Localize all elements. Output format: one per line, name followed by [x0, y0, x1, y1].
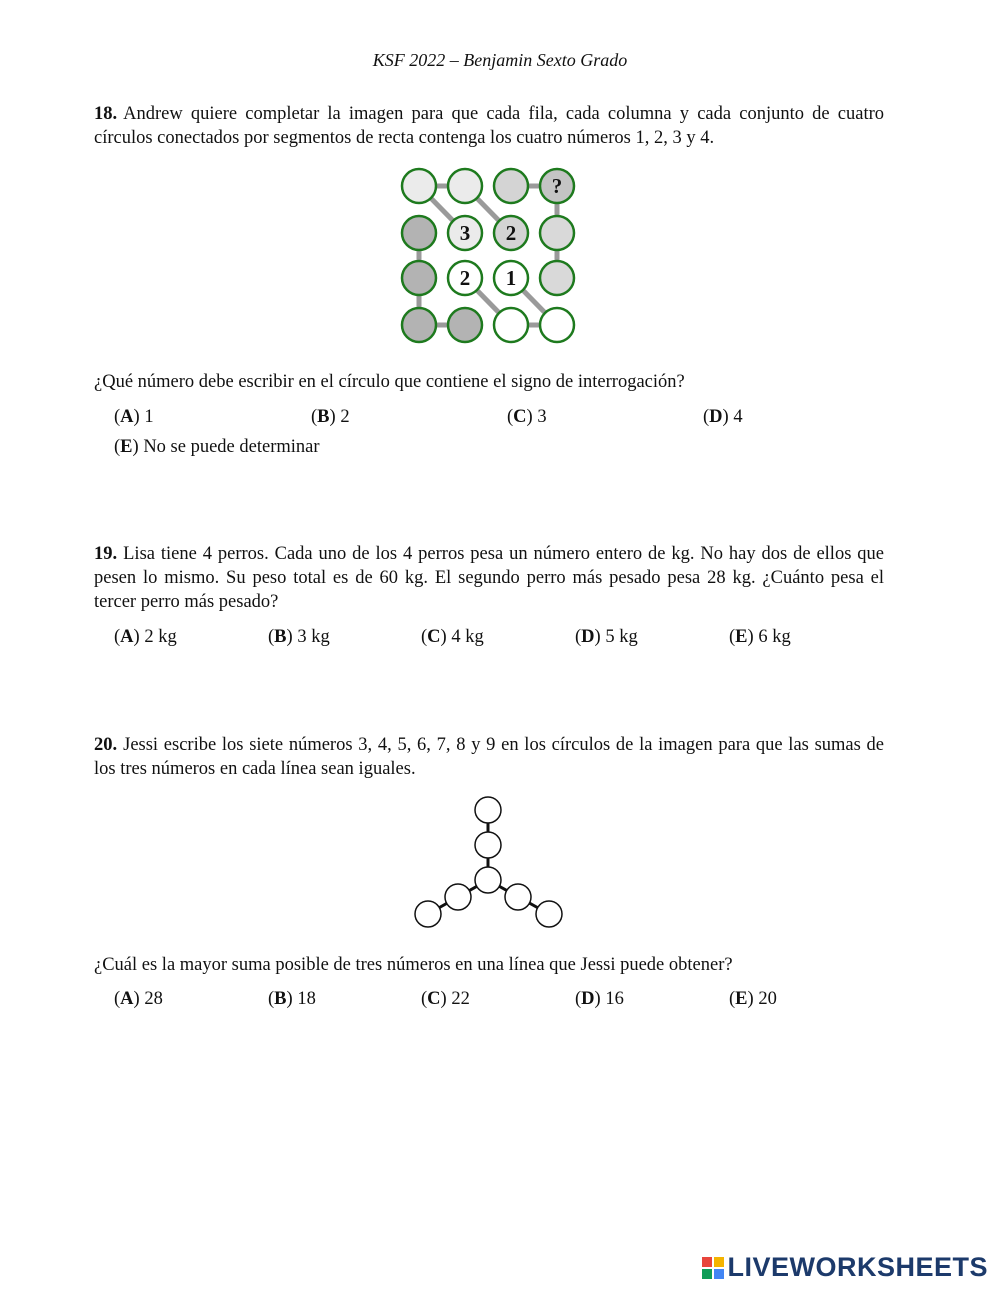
q18-grid-segments — [419, 186, 557, 325]
q20-question: ¿Cuál es la mayor suma posible de tres números en una línea que Jessi puede obtener? — [94, 955, 733, 975]
q20-number: 20. — [94, 735, 118, 755]
grid-question-mark: ? — [551, 174, 563, 198]
star-circle-top-inner[interactable] — [475, 832, 501, 858]
liveworksheets-logo-icon — [702, 1257, 724, 1279]
q18-option-d[interactable]: (D) 4 — [703, 407, 743, 427]
grid-cell-2-1[interactable] — [402, 216, 436, 250]
star-circle-right-inner[interactable] — [505, 884, 531, 910]
q19-option-d[interactable]: (D) 5 kg — [575, 627, 638, 647]
q19-statement — [94, 542, 884, 614]
q18-option-a[interactable]: (A) 1 — [114, 407, 154, 427]
grid-cell-3-1[interactable] — [402, 261, 436, 295]
grid-cell-1-3[interactable] — [494, 169, 528, 203]
q19-option-c[interactable]: (C) 4 kg — [421, 627, 484, 647]
star-circle-center[interactable] — [475, 867, 501, 893]
star-circle-top-outer[interactable] — [475, 797, 501, 823]
grid-cell-3-4[interactable] — [540, 261, 574, 295]
q19-option-b[interactable]: (B) 3 kg — [268, 627, 330, 647]
q20-star-figure — [408, 792, 568, 930]
q18-text: Andrew quiere completar la imagen para que cada fila, cada columna y cada conjunto de cuatro círculos conectados por segmentos de recta contenga los cuatro números 1, 2, 3 y 4. — [94, 104, 884, 148]
q18-number: 18. — [94, 104, 118, 124]
grid-number-3: 3 — [459, 221, 471, 245]
liveworksheets-logo-text: LIVEWORKSHEETS — [727, 1252, 988, 1282]
grid-cell-1-2[interactable] — [448, 169, 482, 203]
q20-statement — [94, 733, 884, 781]
grid-cell-1-1[interactable] — [402, 169, 436, 203]
grid-number-2b: 2 — [459, 266, 471, 290]
q20-option-d[interactable]: (D) 16 — [575, 989, 624, 1009]
q19-option-a[interactable]: (A) 2 kg — [114, 627, 177, 647]
q18-question: ¿Qué número debe escribir en el círculo que contiene el signo de interrogación? — [94, 372, 685, 392]
q18-option-e[interactable]: (E) No se puede determinar — [114, 437, 320, 457]
q18-grid-figure — [396, 165, 582, 347]
q20-text: Jessi escribe los siete números 3, 4, 5, 6, 7, 8 y 9 en los círculos de la imagen para que las sumas de los tres números en cada línea sean iguales. — [94, 735, 884, 779]
q19-number: 19. — [94, 544, 118, 564]
page-header: KSF 2022 – Benjamin Sexto Grado — [372, 50, 628, 70]
q18-grid-circles — [402, 169, 574, 342]
q18-option-b[interactable]: (B) 2 — [311, 407, 350, 427]
liveworksheets-logo[interactable] — [702, 1252, 988, 1283]
grid-number-2a: 2 — [505, 221, 517, 245]
q19-option-e[interactable]: (E) 6 kg — [729, 627, 791, 647]
q20-option-c[interactable]: (C) 22 — [421, 989, 470, 1009]
star-circle-left-inner[interactable] — [445, 884, 471, 910]
grid-cell-4-1[interactable] — [402, 308, 436, 342]
grid-cell-4-2[interactable] — [448, 308, 482, 342]
grid-cell-2-4[interactable] — [540, 216, 574, 250]
grid-cell-4-3[interactable] — [494, 308, 528, 342]
q20-option-a[interactable]: (A) 28 — [114, 989, 163, 1009]
grid-number-1: 1 — [505, 266, 517, 290]
star-circle-left-outer[interactable] — [415, 901, 441, 927]
grid-cell-4-4[interactable] — [540, 308, 574, 342]
star-circle-right-outer[interactable] — [536, 901, 562, 927]
q18-statement — [94, 102, 884, 150]
q19-text: Lisa tiene 4 perros. Cada uno de los 4 perros pesa un número entero de kg. No hay dos de ellos que pesen lo mismo. Su peso total es de 60 kg. El segundo perro más pesado pesa 28 kg. ¿Cuánto pesa el tercer perro más pesado? — [94, 544, 884, 612]
q18-option-c[interactable]: (C) 3 — [507, 407, 547, 427]
q20-option-b[interactable]: (B) 18 — [268, 989, 316, 1009]
q20-option-e[interactable]: (E) 20 — [729, 989, 777, 1009]
